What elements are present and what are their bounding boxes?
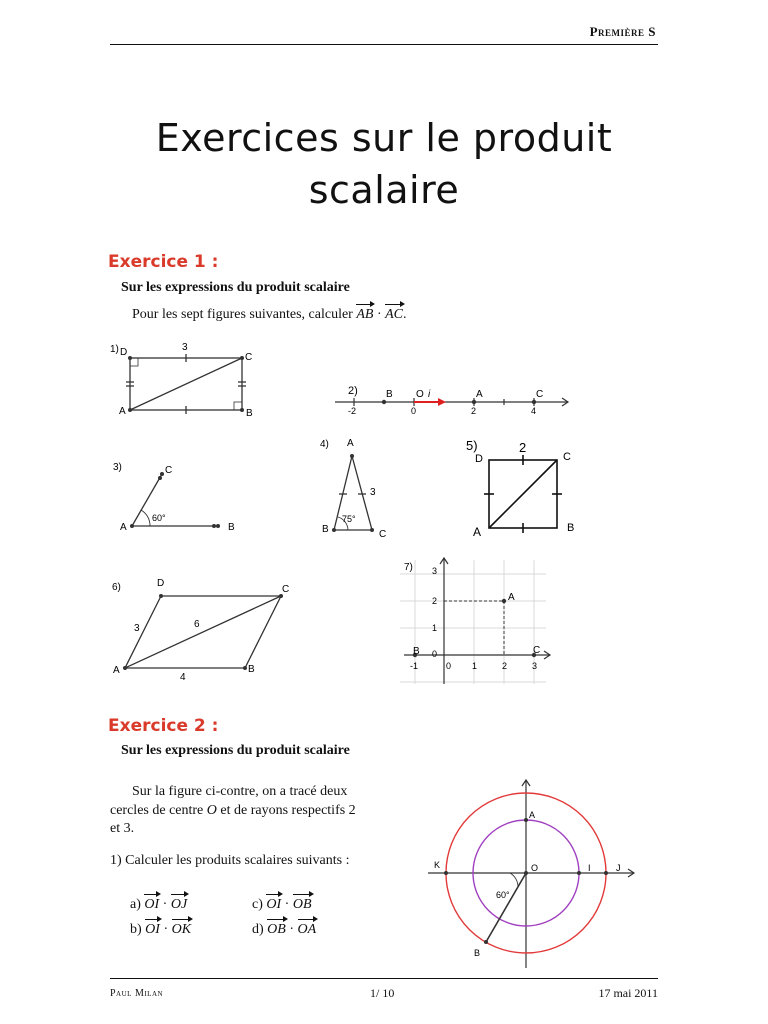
fig7-label-c: C [533, 645, 541, 656]
fig2-tick: -2 [348, 406, 357, 416]
exercise1-title: Exercice 1 : [108, 252, 219, 272]
fig6-number: 6) [112, 582, 121, 593]
fig5-label-b: B [567, 522, 575, 534]
fig1-number: 1) [110, 344, 119, 355]
fig1-label-b: B [246, 408, 253, 419]
fig2-label-i: i [428, 389, 431, 400]
fig2-label-b: B [386, 389, 393, 400]
exercise1-instruction: Pour les sept figures suivantes, calculer AB · AC. [132, 307, 407, 322]
footer-date: 17 mai 2011 [598, 986, 658, 1000]
ex2-label-k: K [434, 860, 441, 870]
fig6-diagonal: 6 [194, 619, 200, 630]
fig7-xtick: 0 [446, 661, 452, 671]
fig5-label-d: D [475, 453, 483, 465]
fig1-label-a: A [119, 406, 126, 417]
exercise2-question1: 1) Calculer les produits scalaires suivants : [110, 853, 350, 868]
fig4-number: 4) [320, 439, 329, 450]
fig7-ytick: 0 [432, 649, 438, 659]
fig7-xtick: 2 [502, 661, 508, 671]
vector-ac: AC [385, 307, 403, 322]
ex2-label-b: B [474, 948, 481, 958]
exercise2-line1: Sur la figure ci-contre, on a tracé deux [132, 784, 348, 799]
figure-1 [126, 354, 246, 414]
fig7-xtick: -1 [410, 661, 419, 671]
fig6-label-b: B [248, 664, 255, 675]
fig1-length: 3 [182, 342, 188, 353]
exercise2-line3: et 3. [110, 821, 135, 836]
fig2-tick: 4 [531, 406, 537, 416]
fig2-number: 2) [348, 385, 358, 397]
fig5-label-a: A [473, 525, 482, 539]
fig4-label-a: A [347, 438, 354, 449]
fig2-tick: 2 [471, 406, 477, 416]
item-b: b) OI · OK [130, 922, 192, 937]
fig2-label-c: C [536, 389, 544, 400]
fig4-label-b: B [322, 524, 329, 535]
header-label: Première S [589, 24, 656, 39]
fig4-length: 3 [370, 487, 376, 498]
fig3-label-b: B [228, 522, 235, 533]
ex2-label-j: J [616, 863, 621, 873]
item-d: d) OB · OA [252, 922, 317, 937]
fig1-label-c: C [245, 352, 253, 363]
fig5-length: 2 [519, 440, 527, 455]
fig4-label-c: C [379, 529, 387, 540]
fig7-number: 7) [404, 562, 413, 573]
ex2-label-o: O [531, 863, 539, 873]
item-a: a) OI · OJ [130, 897, 188, 912]
ex2-angle: 60° [496, 890, 510, 900]
footer-author: Paul Milan [110, 988, 164, 999]
item-c: c) OI · OB [252, 897, 312, 912]
exercise2-subheading: Sur les expressions du produit scalaire [121, 743, 350, 758]
fig2-tick: 0 [411, 406, 417, 416]
fig7-xtick: 1 [472, 661, 478, 671]
exercise1-subheading: Sur les expressions du produit scalaire [121, 280, 350, 295]
fig6-side: 3 [134, 623, 140, 634]
footer-rule [110, 978, 658, 979]
exercise2-figure [428, 780, 634, 968]
fig2-label-a: A [476, 389, 483, 400]
figure-3 [132, 474, 218, 526]
footer-page: 1/ 10 [370, 986, 395, 1000]
page-title-line2: scalaire [308, 168, 460, 212]
fig5-number: 5) [466, 438, 478, 453]
exercise2-line2: cercles de centre O et de rayons respectifs 2 [110, 803, 356, 818]
fig1-label-d: D [120, 347, 128, 358]
vector-ab: AB [356, 307, 374, 322]
figure-5 [484, 455, 562, 533]
fig6-base: 4 [180, 672, 186, 683]
fig7-label-a: A [508, 592, 515, 603]
page-title-line1: Exercices sur le produit [155, 116, 613, 160]
fig3-number: 3) [113, 462, 122, 473]
fig7-label-b: B [413, 646, 420, 657]
fig5-label-c: C [563, 451, 571, 463]
fig3-label-c: C [165, 465, 173, 476]
fig7-ytick: 1 [432, 623, 438, 633]
exercise2-title: Exercice 2 : [108, 716, 219, 736]
ex2-label-a: A [529, 810, 536, 820]
fig7-ytick: 2 [432, 596, 438, 606]
fig6-label-c: C [282, 584, 290, 595]
ex2-label-i: I [588, 863, 591, 873]
fig2-label-o: O [416, 389, 424, 400]
fig4-angle: 75° [342, 514, 356, 524]
figure-6 [125, 596, 281, 668]
fig6-label-a: A [113, 665, 120, 676]
fig3-label-a: A [120, 522, 127, 533]
fig7-xtick: 3 [532, 661, 538, 671]
fig3-angle: 60° [152, 513, 166, 523]
fig6-label-d: D [157, 578, 165, 589]
fig7-ytick: 3 [432, 566, 438, 576]
